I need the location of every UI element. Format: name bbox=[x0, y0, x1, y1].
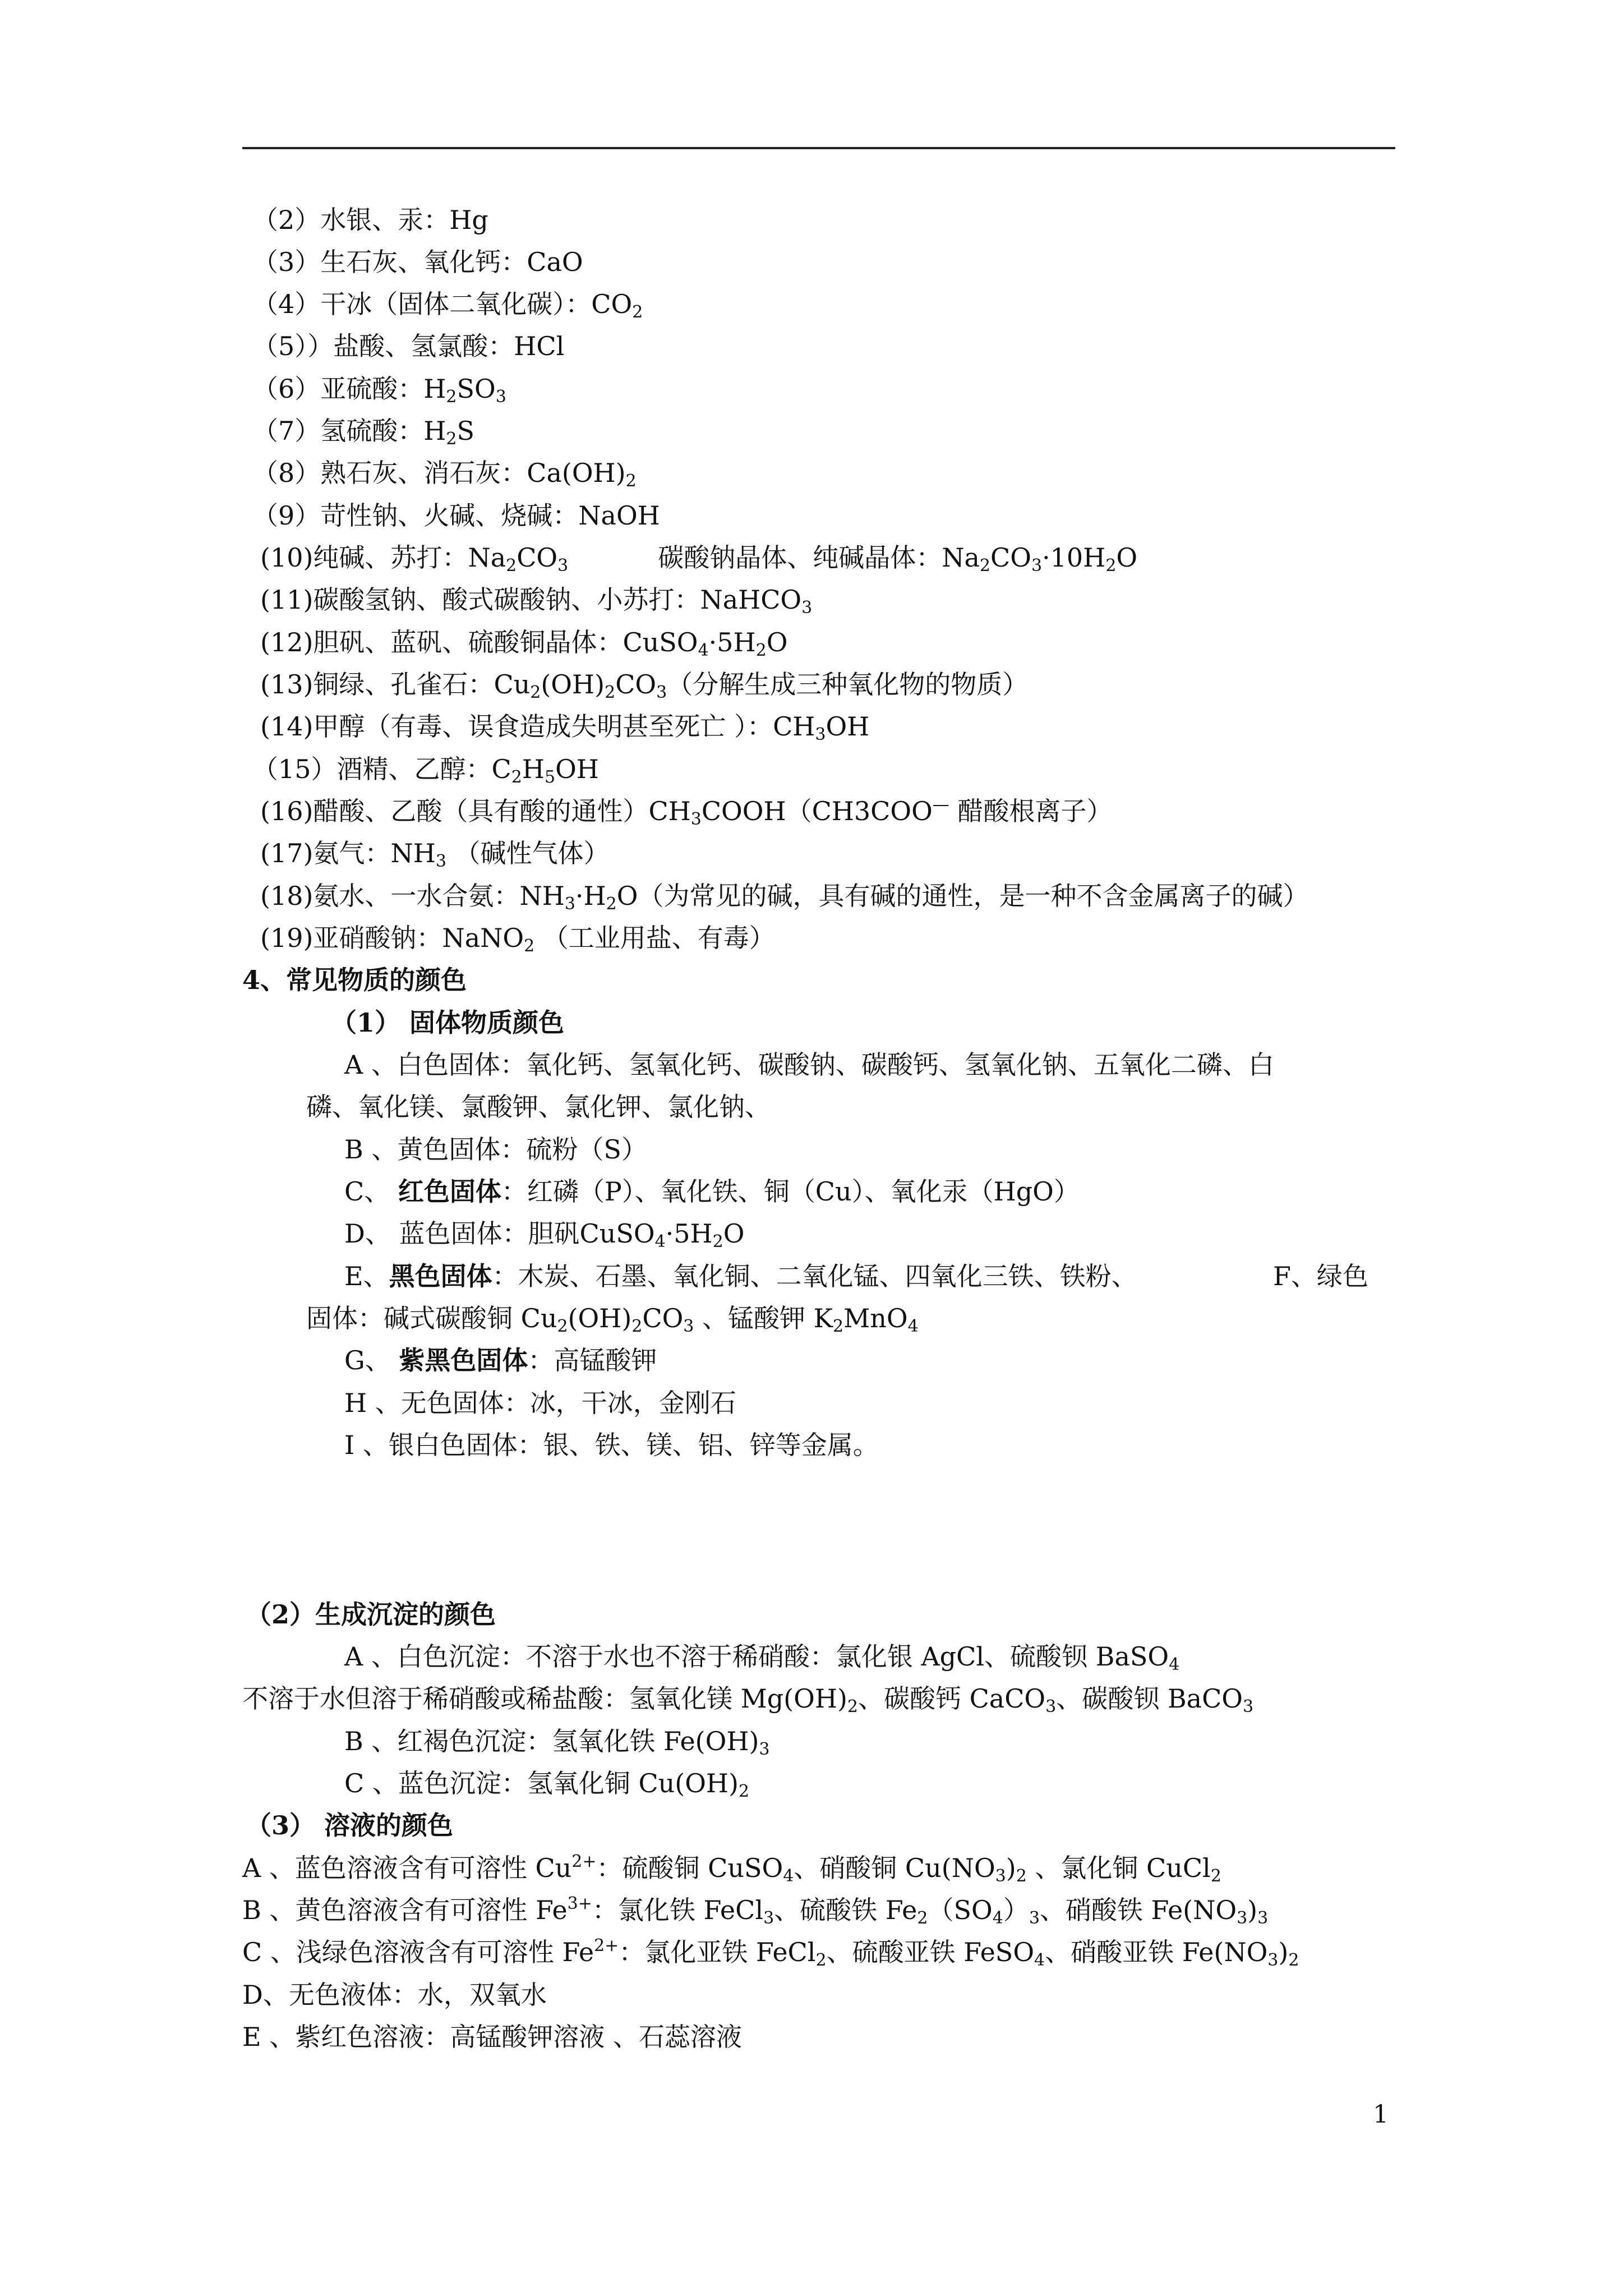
list-item-13: (13)铜绿、孔雀石：$Cu_2(OH)_2CO_3$（分解生成三种氧化物的物质） bbox=[260, 669, 1029, 702]
subheading-precipitate-colors: （2）生成沉淀的颜色 bbox=[246, 1599, 496, 1630]
list-item-15: （15）酒精、乙醇：$C_2H_5OH$ bbox=[252, 754, 599, 787]
list-item-11: (11)碳酸氢钠、酸式碳酸钠、小苏打：NaHCO$_3$ bbox=[260, 585, 813, 618]
page-number: 1 bbox=[1373, 2100, 1389, 2129]
solution-A: A 、蓝色溶液含有可溶性 $Cu^{2+}$：硫酸铜 CuSO$_4$、硝酸铜 $Cu(NO_3)_2$ 、氯化铜 CuCl$_2$ bbox=[242, 1852, 1221, 1886]
list-item-7: （7）氢硫酸：$H_2S$ bbox=[252, 416, 475, 449]
solid-F-line2: 固体：碱式碳酸铜 $Cu_2(OH)_2CO_3$ 、锰酸钾 $K_2MnO_4$ bbox=[306, 1303, 919, 1336]
solid-E: E、黑色固体：木炭、石墨、氧化铜、二氧化锰、四氧化三铁、铁粉、 bbox=[344, 1261, 1137, 1291]
section-heading-colors: 4、常见物质的颜色 bbox=[242, 965, 467, 995]
solution-B: B 、黄色溶液含有可溶性 $Fe^{3+}$：氯化铁 FeCl$_3$、硫酸铁 $Fe_2(SO_4)_3$、硝酸铁 $Fe(NO_3)_3$ bbox=[242, 1894, 1269, 1928]
list-item-4: （4）干冰（固体二氧化碳）：$CO_2$ bbox=[252, 289, 643, 322]
list-item-19: (19)亚硝酸钠：NaNO$_2$ （工业用盐、有毒） bbox=[260, 923, 775, 956]
solid-G: G、 紫黑色固体：高锰酸钾 bbox=[344, 1345, 657, 1375]
precipitate-A-line1: A 、白色沉淀：不溶于水也不溶于稀硝酸：氯化银 AgCl、硫酸钡 BaSO$_4$ bbox=[344, 1641, 1180, 1674]
solid-A-line2: 磷、氧化镁、氯酸钾、氯化钾、氯化钠、 bbox=[306, 1092, 771, 1122]
precipitate-A-line2: 不溶于水但溶于稀硝酸或稀盐酸：氢氧化镁 $Mg(OH)_2$、碳酸钙 CaCO$_3$、碳酸钡 BaCO$_3$ bbox=[242, 1683, 1254, 1717]
list-item-5: （5））盐酸、氢氯酸：HCl bbox=[252, 331, 565, 361]
list-item-12: (12)胆矾、蓝矾、硫酸铜晶体：$CuSO_4\cdot 5H_2O$ bbox=[260, 627, 788, 660]
solution-D: D、无色液体：水，双氧水 bbox=[242, 1980, 547, 2010]
list-item-14: (14)甲醇（有毒、误食造成失明甚至死亡 ）：$CH_3OH$ bbox=[260, 711, 870, 744]
list-item-6: （6）亚硫酸：$H_2SO_3$ bbox=[252, 374, 506, 407]
precipitate-B: B 、红褐色沉淀：氢氧化铁 $Fe(OH)_3$ bbox=[344, 1726, 770, 1759]
list-item-16: (16)醋酸、乙酸（具有酸的通性）$CH_3COOH(CH3COO^—$ 醋酸根离子） bbox=[260, 795, 1113, 829]
solution-C: C 、浅绿色溶液含有可溶性 $Fe^{2+}$：氯化亚铁 FeCl$_2$、硫酸亚铁 FeSO$_4$、硝酸亚铁 $Fe(NO_3)_2$ bbox=[242, 1936, 1299, 1970]
solid-A-line1: A 、白色固体：氧化钙、氢氧化钙、碳酸钠、碳酸钙、氢氧化钠、五氧化二磷、白 bbox=[344, 1050, 1274, 1080]
list-item-2: （2）水银、汞：Hg bbox=[252, 205, 488, 235]
list-item-9: （9）苛性钠、火碱、烧碱：NaOH bbox=[252, 500, 660, 531]
subheading-solid-colors: （1） 固体物质颜色 bbox=[331, 1007, 565, 1038]
solid-H: H 、无色固体：冰，干冰，金刚石 bbox=[344, 1388, 736, 1418]
precipitate-C: C 、蓝色沉淀：氢氧化铜 $Cu(OH)_2$ bbox=[344, 1768, 750, 1801]
solution-E: E 、紫红色溶液：高锰酸钾溶液 、石蕊溶液 bbox=[242, 2022, 742, 2052]
solid-D: D、 蓝色固体：胆矾$CuSO_4\cdot 5H_2O$ bbox=[344, 1218, 745, 1251]
list-item-8: （8）熟石灰、消石灰：$Ca(OH)_2$ bbox=[252, 458, 637, 491]
list-item-18: (18)氨水、一水合氨：$NH_3\cdot H_2O$（为常见的碱，具有碱的通性，是一种不含金属离子的碱） bbox=[260, 881, 1309, 914]
header-rule bbox=[242, 147, 1395, 149]
list-item-10: (10)纯碱、苏打：$Na_2CO_3$ 碳酸钠晶体、纯碱晶体：$Na_2CO_3\cdot 10H_2O$ bbox=[260, 542, 1138, 576]
subheading-solution-colors: （3） 溶液的颜色 bbox=[246, 1810, 454, 1841]
solid-C: C、 红色固体：红磷（P）、氧化铁、铜（Cu）、氧化汞（HgO） bbox=[344, 1176, 1080, 1207]
solid-B: B 、黄色固体：硫粉（S） bbox=[344, 1134, 647, 1165]
list-item-3: （3）生石灰、氧化钙：CaO bbox=[252, 247, 583, 277]
list-item-17: (17)氨气：$NH_3$ （碱性气体） bbox=[260, 838, 610, 871]
solid-I: I 、银白色固体：银、铁、镁、铝、锌等金属。 bbox=[344, 1430, 879, 1460]
solid-F-label: F、绿色 bbox=[1273, 1261, 1368, 1291]
